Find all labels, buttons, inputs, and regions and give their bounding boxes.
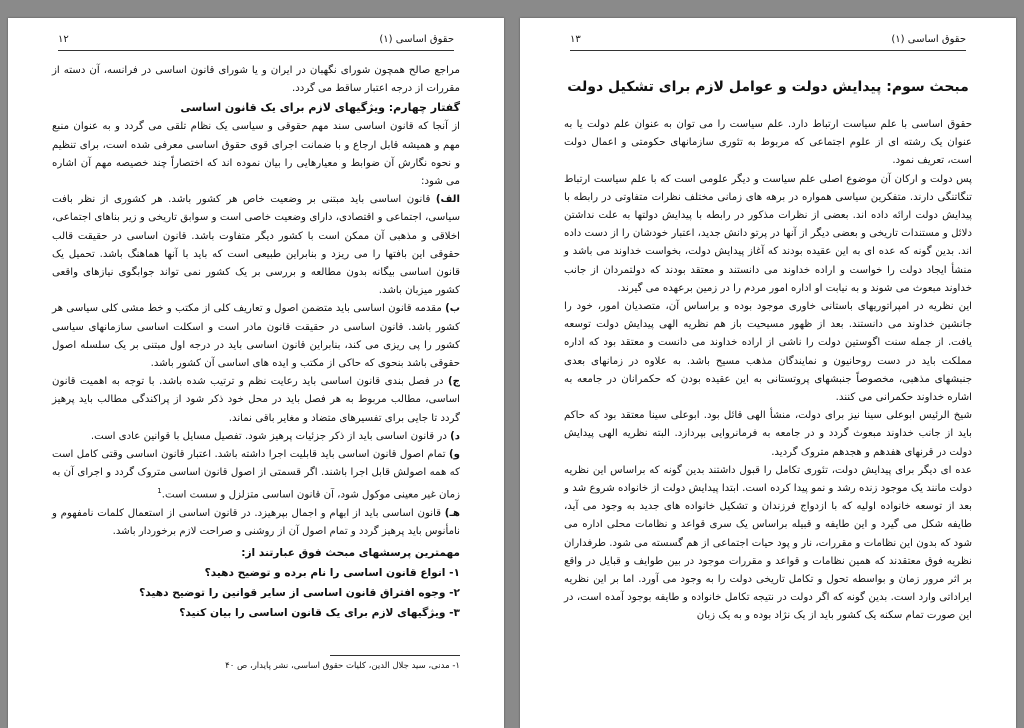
paragraph: پس دولت و ارکان آن موضوع اصلی علم سیاست و دیگر علومی است که با علم سیاست ارتباط تنگاتنگی دارند. متفکرین سیاسی همواره در برهه های زمانی مختلف نظرات متفاوتی در رابطه با پیدایش دولت ارائه داده اند. بعضی از نظرات مذکور در رابطه با پیدایش دولتها به علت نداشتن دلائل و مستندات تاریخی و بعضی دیگر از آنها در پرتو دانش جدید، اعتبار خودشان را از دست داده اند. بدین گونه که عده ای به این عقیده بودند که آغاز پیدایش دولت، بخواست خداوند می باشد و منشأ ایجاد دولت را خواست و اراده خداوند می دانستند و معتقد بودند که دولتمردان از جانب خداوند مبعوث می شوند و به نیابت او اداره امور مردم را در زمین برعهده می گیرند. bbox=[564, 173, 972, 294]
section-heading: مبحث سوم: پیدایش دولت و عوامل لازم برای تشکیل دولت bbox=[567, 79, 969, 95]
footnote: ۱- مدنی، سید جلال الدین، کلیات حقوق اساسی، نشر پایدار، ص ۴۰ bbox=[225, 661, 460, 671]
running-title: حقوق اساسی (۱) bbox=[379, 34, 454, 45]
list-item bbox=[52, 446, 460, 505]
page-number: ۱۳ bbox=[570, 34, 581, 45]
running-title: حقوق اساسی (۱) bbox=[891, 34, 966, 45]
footnote-rule bbox=[330, 655, 460, 656]
item-text: تمام اصول قانون اساسی باید قابلیت اجرا داشته باشد. اعتبار قانون اساسی وقتی کامل است که همه اصولش قابل اجرا باشند. اگر قسمتی از اصول قانون اساسی متروک گردد و اجرای آن به زمان غیر معینی موکول شود، آن قانون اساسی متزلزل و سست است. bbox=[52, 449, 460, 501]
question-item: ۲- وجوه افتراق قانون اساسی از سایر قوانین را توضیح دهید؟ bbox=[139, 587, 460, 600]
item-label: ب) bbox=[445, 303, 460, 315]
item-label: هـ) bbox=[444, 508, 460, 520]
section-intro: از آنجا که قانون اساسی سند مهم حقوقی و سیاسی یک نظام تلقی می گردد و به عنوان منبع مهم و همیشه قابل ارجاع و با ضمانت اجرای قوی حقوق اساسی معرفی شده است، برای تنظیم و نحوه نگارش آن ضوابط و معیارهایی را بیان نموده اند که اختصاراً چند خصیصه مهم آن اشاره می شود: bbox=[52, 121, 460, 188]
section-heading: گفتار چهارم: ویژگیهای لازم برای یک قانون اساسی bbox=[180, 101, 460, 115]
item-text: مقدمه قانون اساسی باید متضمن اصول و تعاریف کلی از مکتب و خط مشی کلی سیاسی هر کشور باشد. قانون اساسی در حقیقت قانون مادر است و اسکلت اساسی سازمانهای سیاسی کشور را پی ریزی می کند، بنابراین قانون اساسی باید در درجه اول مبتنی بر یک سلسله اصول حقوقی باشد بنحوی که حاکی از مکتب و ایده های اساسی آن کشور باشد. bbox=[52, 303, 460, 370]
questions-heading: مهمترین پرسشهای مبحث فوق عبارتند از: bbox=[241, 547, 460, 560]
page-header bbox=[570, 34, 966, 51]
paragraph: این نظریه در امپراتوریهای باستانی خاوری موجود بوده و براساس آن، متصدیان امور، خود را جانشین خداوند می دانستند. بعد از ظهور مسیحیت باز هم نظریه الهی پیدایش دولت توسعه یافت. از جمله سنت اگوستین دولت را ناشی از اراده خداوند می دانست و معتقد بود که اداره مملکت باید در دست روحانیون و نمایندگان مذهب مسیح باشد. به علاوه در زمانهای بعدی جنبشهای مذهبی، مخصوصاً جنبشهای پروتستانی به این عقیده بودن که حکمرانان در جامعه به اشاره خداوند حکمرانی می کنند. bbox=[564, 301, 972, 404]
list-item bbox=[52, 373, 460, 428]
list-item bbox=[52, 300, 460, 373]
page-body bbox=[564, 76, 972, 626]
item-label: ج) bbox=[447, 376, 460, 388]
paragraph: شیخ الرئیس ابوعلی سینا نیز برای دولت، منشأ الهی قائل بود. ابوعلی سینا معتقد بود که حاکم باید از جانب خداوند مبعوث گردد و در جامعه به فرمانروایی بپردازد. البته نظریه الهی پیدایش دولت در قرنهای هفدهم و هجدهم متروک گردید. bbox=[564, 410, 972, 458]
page-header bbox=[58, 34, 454, 51]
item-text: در قانون اساسی باید از ذکر جزئیات پرهیز شود. تفصیل مسایل با قوانین عادی است. bbox=[90, 430, 447, 442]
item-text: قانون اساسی باید مبتنی بر وضعیت خاص هر کشور باشد. هر کشوری از نظر بافت سیاسی، اجتماعی و اقتصادی، دارای وضعیت خاصی است و سوابق تاریخی و زیر بناهای اجتماعی، اخلاقی و مذهبی آن ممکن است با کشور دیگر متفاوت باشد. قانون اساسی در حقیقت قالب حقوقی این بافتها را می ریزد و بنابراین طبیعی است که باید با آنها هماهنگ باشد. تحمیل یک قانون اساسی بیگانه بدون مطالعه و بررسی بر یک کشور نمی تواند جوابگوی نیازهای واقعی کشور میزبان باشد. bbox=[52, 194, 460, 297]
page-body bbox=[52, 62, 460, 623]
intro-paragraph: مراجع صالح همچون شورای نگهبان در ایران و یا شورای قانون اساسی در فرانسه، آن دسته از مقررات از درجه اعتبار ساقط می گردد. bbox=[52, 65, 460, 95]
item-label: و) bbox=[449, 449, 460, 461]
footnote-marker: 1 bbox=[157, 487, 162, 496]
list-item bbox=[52, 191, 460, 300]
paragraph: عده ای دیگر برای پیدایش دولت، تئوری تکامل را قبول داشتند بدین گونه که براساس این نظریه دولت مانند یک موجود زنده رشد و نمو پیدا کرده است. ابتدا پیدایش دولت از خانواده شروع شد و بعد از توسعه خانواده اولیه که با ازدواج فرزندان و تشکیل خانواده های جدید به وجود می آید، طایفه شکل می گیرد و این طایفه و قبیله براساس یک سری قواعد و نظامات محلی اداره می شود که بدون این نظامات و مقررات، نار و پود حیات اجتماعی از هم گسسته می شود. طرفداران نظریه فوق معتقدند که همین نظامات و قواعد و مقررات موجود در بین طوایف و قبایل در واقع بر اثر مرور زمان و بواسطه تحول و تکامل تاریخی دولت را به وجود می آورد. اما بر این نظریه ایراداتی وارد است. بدین گونه که اگر دولت در نتیجه تکامل خانواده و طایفه بوجود آمده است، در این صورت تمام سکنه یک کشور باید از یک نژاد بوده و به یک زبان bbox=[564, 464, 972, 622]
left-page bbox=[8, 18, 504, 728]
list-item bbox=[52, 505, 460, 541]
item-label: الف) bbox=[435, 194, 460, 206]
question-item: ۳- ویژگیهای لازم برای یک قانون اساسی را بیان کنید؟ bbox=[179, 607, 460, 620]
item-text: در فصل بندی قانون اساسی باید رعایت نظم و ترتیب شده باشد. با توجه به اهمیت قانون اساسی، مطالب مربوط به هر فصل باید در محل خود ذکر شود از پراکندگی مطالب باید پرهیز گردد تا جایی برای تفسیرهای متضاد و مغایر باقی نماند. bbox=[52, 376, 460, 424]
page-number: ۱۲ bbox=[58, 34, 69, 45]
item-text: قانون اساسی باید از ابهام و اجمال بپرهیزد. در قانون اساسی از استعمال کلمات نامفهوم و نامأنوس باید پرهیز گردد و تمام اصول آن از روشنی و صراحت لازم برخوردار باشد. bbox=[52, 508, 460, 538]
right-page bbox=[520, 18, 1016, 728]
paragraph: حقوق اساسی با علم سیاست ارتباط دارد. علم سیاست را می توان به عنوان علم دولت یا به عنوان یک رشته ای از علوم اجتماعی که مربوط به تئوری سازمانهای حکومتی و اعمال دولت است، تعریف نمود. bbox=[564, 119, 972, 167]
item-label: د) bbox=[450, 430, 460, 442]
list-item bbox=[52, 428, 460, 446]
question-item: ۱- انواع قانون اساسی را نام برده و توضیح دهید؟ bbox=[204, 567, 460, 580]
